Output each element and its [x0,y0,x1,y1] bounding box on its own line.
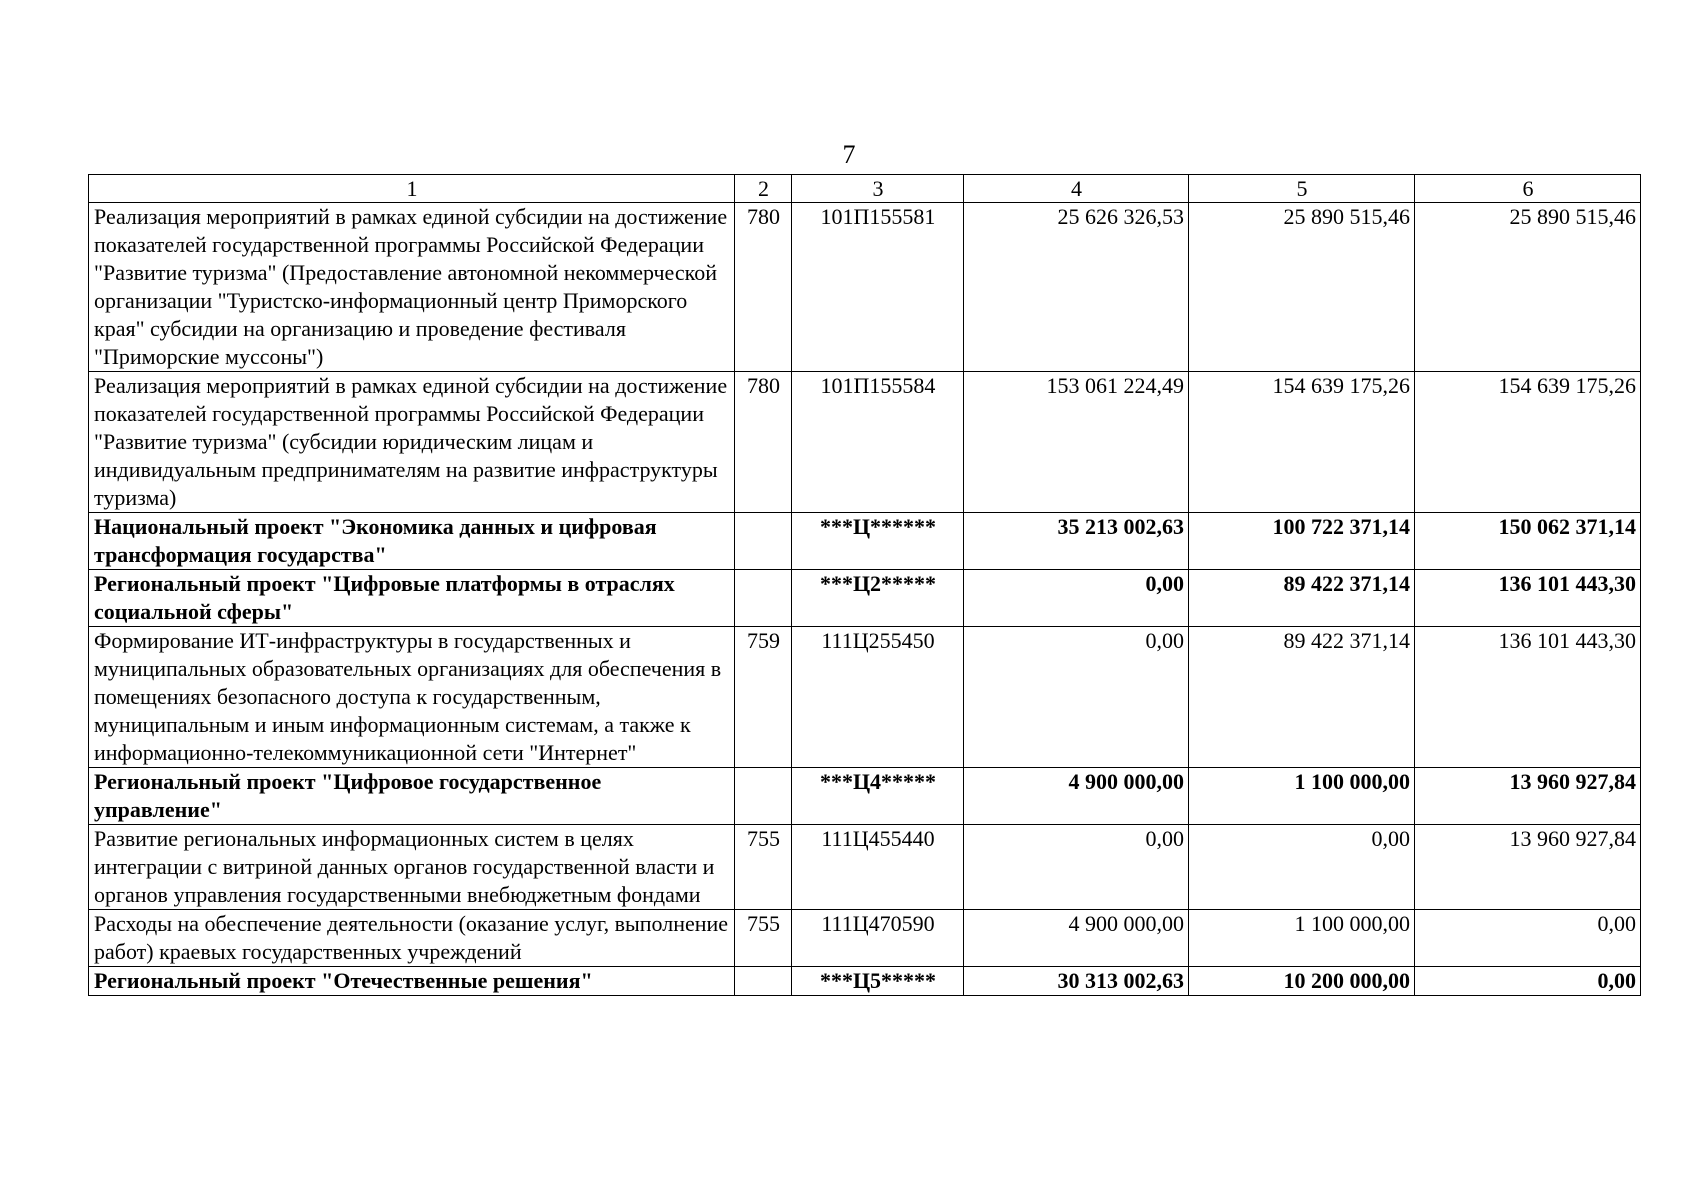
row-value-5: 100 722 371,14 [1189,513,1415,570]
header-col-5: 5 [1189,175,1415,203]
row-value-6: 25 890 515,46 [1415,203,1641,372]
row-value-5: 25 890 515,46 [1189,203,1415,372]
header-row [89,175,1641,203]
row-name: Развитие региональных информационных систем в целях интеграции с витриной данных органов государственной власти и органов управления государственными внебюджетным фондами [89,825,735,910]
header-col-4: 4 [964,175,1189,203]
row-code: 111Ц255450 [792,627,964,768]
budget-table [88,174,1641,996]
row-name: Реализация мероприятий в рамках единой субсидии на достижение показателей государственной программы Российской Федерации "Развитие туризма" (Предоставление автономной некоммерческой организации "Туристско-информационный центр Приморского края" субсидии на организацию и проведение фестиваля "Приморские муссоны") [89,203,735,372]
row-ksr [735,967,792,996]
row-name: Формирование ИТ-инфраструктуры в государственных и муниципальных образовательных организациях для обеспечения в помещениях безопасного доступа к государственным, муниципальным и иным информационным системам, а также к информационно-телекоммуникационной сети "Интернет" [89,627,735,768]
row-name: Региональный проект "Отечественные решения" [89,967,735,996]
row-code: ***Ц****** [792,513,964,570]
row-value-4: 0,00 [964,570,1189,627]
table-row-total [89,513,1641,570]
row-ksr: 755 [735,910,792,967]
table-row-total [89,967,1641,996]
row-value-4: 4 900 000,00 [964,910,1189,967]
table-row [89,372,1641,513]
table-row-total [89,768,1641,825]
row-ksr [735,570,792,627]
row-value-6: 154 639 175,26 [1415,372,1641,513]
row-ksr: 780 [735,203,792,372]
row-value-5: 89 422 371,14 [1189,627,1415,768]
row-value-5: 10 200 000,00 [1189,967,1415,996]
row-value-6: 136 101 443,30 [1415,570,1641,627]
row-name: Реализация мероприятий в рамках единой субсидии на достижение показателей государственной программы Российской Федерации "Развитие туризма" (субсидии юридическим лицам и индивидуальным предпринимателям на развитие инфраструктуры туризма) [89,372,735,513]
row-value-6: 0,00 [1415,967,1641,996]
table-row [89,203,1641,372]
row-name: Региональный проект "Цифровое государственное управление" [89,768,735,825]
row-name: Национальный проект "Экономика данных и цифровая трансформация государства" [89,513,735,570]
row-ksr [735,513,792,570]
row-code: 101П155584 [792,372,964,513]
header-col-3: 3 [792,175,964,203]
header-col-1: 1 [89,175,735,203]
row-value-4: 25 626 326,53 [964,203,1189,372]
row-value-4: 30 313 002,63 [964,967,1189,996]
table-row [89,910,1641,967]
row-code: ***Ц4***** [792,768,964,825]
table-row [89,627,1641,768]
row-value-4: 0,00 [964,627,1189,768]
row-ksr [735,768,792,825]
row-value-5: 89 422 371,14 [1189,570,1415,627]
row-value-4: 35 213 002,63 [964,513,1189,570]
row-code: 111Ц470590 [792,910,964,967]
row-value-5: 0,00 [1189,825,1415,910]
page-number: 7 [842,140,856,169]
row-value-6: 13 960 927,84 [1415,825,1641,910]
row-value-6: 150 062 371,14 [1415,513,1641,570]
row-ksr: 759 [735,627,792,768]
row-value-4: 4 900 000,00 [964,768,1189,825]
row-name: Региональный проект "Цифровые платформы в отраслях социальной сферы" [89,570,735,627]
row-ksr: 755 [735,825,792,910]
row-name: Расходы на обеспечение деятельности (оказание услуг, выполнение работ) краевых государственных учреждений [89,910,735,967]
row-code: 111Ц455440 [792,825,964,910]
table-row-total [89,570,1641,627]
header-col-6: 6 [1415,175,1641,203]
row-code: ***Ц5***** [792,967,964,996]
row-value-6: 13 960 927,84 [1415,768,1641,825]
row-code: 101П155581 [792,203,964,372]
row-ksr: 780 [735,372,792,513]
row-value-5: 1 100 000,00 [1189,768,1415,825]
row-value-6: 136 101 443,30 [1415,627,1641,768]
table-row [89,825,1641,910]
row-value-5: 1 100 000,00 [1189,910,1415,967]
row-code: ***Ц2***** [792,570,964,627]
row-value-5: 154 639 175,26 [1189,372,1415,513]
row-value-4: 0,00 [964,825,1189,910]
header-col-2: 2 [735,175,792,203]
row-value-4: 153 061 224,49 [964,372,1189,513]
row-value-6: 0,00 [1415,910,1641,967]
